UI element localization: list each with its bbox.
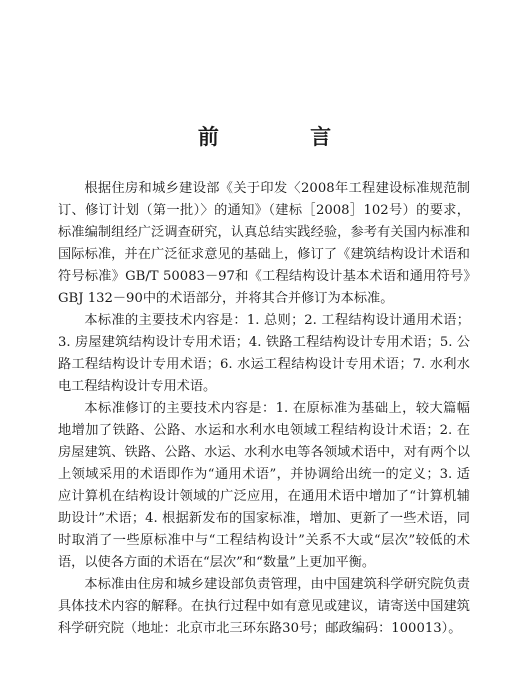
preface-body	[58, 178, 470, 640]
paragraph-revision-content: 本标准修订的主要技术内容是：1. 在原标准为基础上，较大篇幅地增加了铁路、公路、水运和水利水电领域工程结构设计术语；2. 在房屋建筑、铁路、公路、水运、水利水电等各领域术语中，对有两个以上领域采用的术语即作为“通用术语”，并协调给出统一的定义；3. 适应计算机在结构设计领域的广泛应用，在通用术语中增加了“计算机辅助设计”术语；4. 根据新发布的国家标准，增加、更新了一些术语，同时取消了一些原标准中与“工程结构设计”关系不大或“层次”较低的术语，以使各方面的术语在“层次”和“数量”上更加平衡。	[58, 401, 470, 570]
page-title: 前 言	[197, 124, 374, 149]
paragraph-management: 本标准由住房和城乡建设部负责管理，由中国建筑科学研究院负责具体技术内容的解释。在执行过程中如有意见或建议，请寄送中国建筑科学研究院（地址：北京市北三环东路30号；邮政编码：100013）。	[58, 577, 470, 636]
paragraph-main-content: 本标准的主要技术内容是：1. 总则；2. 工程结构设计通用术语；3. 房屋建筑结构设计专用术语；4. 铁路工程结构设计专用术语；5. 公路工程结构设计专用术语；6. 水运工程结构设计专用术语；7. 水利水电工程结构设计专用术语。	[58, 313, 470, 394]
paragraph-basis: 根据住房和城乡建设部《关于印发〈2008年工程建设标准规范制订、修订计划（第一批）〉的通知》（建标［2008］102号）的要求，标准编制组经广泛调查研究，认真总结实践经验，参考有关国内标准和国际标准，并在广泛征求意见的基础上，修订了《建筑结构设计术语和符号标准》GB/T 50083－97和《工程结构设计基本术语和通用符号》GBJ 132－90中的术语部分，并将其合并修订为本标准。	[58, 181, 470, 306]
